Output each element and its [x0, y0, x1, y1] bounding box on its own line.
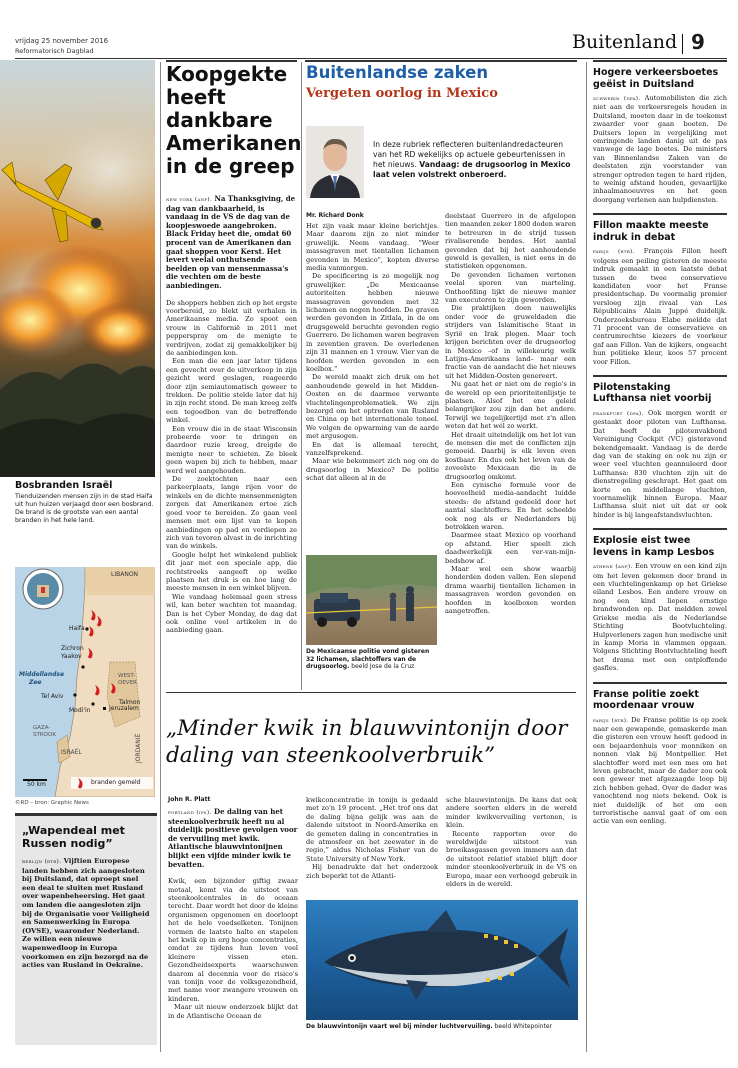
tuna-photo-caption — [306, 1023, 578, 1031]
brief-body — [593, 94, 727, 204]
bz-paragraph: De specificering is zo mogelijk nog gruwelijker. „De Mexicaanse autoriteiten hebben nieuwe massagraven gevonden met 32 lichamen en negen hoofden. De graven werden gevonden in Zitlala, in de om drugsgeweld beruchte gevonden regio Guerrero. De lichamen waren begraven in zeventien graven. De overledenen zijn 31 mannen en 1 vrouw. Vier van de hoofden werden gevonden in een koelbox.” — [306, 272, 439, 373]
koopgekte-paragraph: Wie vandaag helemaal geen stress wil, kan beter wachten tot maandag. Dan is het Cyber Monday, de dag dat ook online veel artikelen in de aanbieding gaan. — [166, 592, 297, 635]
brief-dateline: parijs (rtr). — [593, 249, 635, 256]
tonijn-lead — [168, 808, 298, 869]
fire-scene-graphic — [0, 60, 155, 477]
brief-text: De Franse politie is op zoek naar een gewapende, gemaskerde man die gisteren een vrouw heeft gedood in een bejaardenhuis voor monniken en nonnen vlak bij Montpellier. Het slachtoffer werd met een mes om het leven gebracht, maar de dader zou ook een geweer met afgezaagde loop bij zich hebben gehad. Over de dader was vanochtend nog niets bekend. Ook is niet duidelijk of het om een terroristische aanval gaat of om een actie van een eenling. — [593, 715, 727, 826]
brief-text: Een vrouw en een kind zijn om het leven gekomen door brand in een vluchtelingenkamp op het Griekse eiland Lesbos. Een andere vrouw en nog een kind liepen ernstige brandwonden op. Dat meldden zowel Griekse media als de Nederlandse Stichting Bootvluchteling. Hulpverleners zagen hun medische unit in kamp Moria in vlammen opgaan. Volgens Stichting Bootvluchteling heeft het drama met een ontploffende gasfles. — [593, 562, 727, 673]
tonijn-dateline: portland (ips). — [168, 810, 212, 816]
tonijn-paragraph: Maar uit nieuw onderzoek blijkt dat in de Atlantische Oceaan de — [168, 1003, 298, 1020]
brief-item — [593, 528, 727, 672]
brief-text: Ook morgen wordt er gestaakt door piloten van Lufthansa. Dat heeft de pilotenvakbond Vereinigung Cockpit (VC) gisteravond bekendgemaakt. Vandaag is de derde dag van de staking en ook nu zijn er weer veel vluchten geannuleerd door Lufthansa: 830 vluchten zijn uit de dienstregeling geschrapt. Het gaat om korte en middellange vluchten, voornamelijk binnen Europa. Maar Lufthansa sluit niet uit dat er ook hinder is bij langeafstandsvluchten. — [593, 408, 727, 519]
bz-paragraph: Een cynische formule voor de hoeveelheid media-aandacht luidde steeds: de afstand gedeeld door het aantal slachtoffers. En het scheelde ook nog als er Nederlanders bij betrokken waren. — [445, 481, 576, 532]
column-rule — [160, 62, 161, 1052]
tuna-photo — [306, 900, 578, 1020]
bz-intro-text: In deze rubriek reflecteren buitenlandredacteuren van het RD wekelijks op actuele gebeurtenissen in het nieuws. — [373, 140, 566, 169]
tonijn-column-3 — [446, 796, 577, 888]
fire-photo-title: Bosbranden Israël — [15, 480, 113, 491]
brief-body — [593, 562, 727, 672]
bz-kicker: Buitenlandse zaken — [306, 63, 489, 82]
tonijn-author: John R. Platt — [168, 796, 211, 803]
tuna-caption-bold: De blauwvintonijn vaart wel bij minder luchtvervuiling. — [306, 1023, 493, 1030]
map-label-sea-1: Middellandse — [19, 671, 65, 678]
tonijn-top-rule — [166, 692, 576, 693]
map-label-gaza-2: STROOK — [33, 732, 56, 738]
map-label-westbank-2: OEVER — [118, 680, 137, 686]
koopgekte-paragraph: De shoppers hebben zich op het ergste voorbereid, zo blekt uit verhalen in Amerikaanse media. Zo spoot een vrouw in Californië in 2011 met pepperspray om de menigte te verdrijven, zodat zij gemakkelijker bij de aanbiedingen kon. — [166, 298, 297, 357]
brief-text: François Fillon heeft volgens een peiling gisteren de meeste indruk gemaakt in een laatste debat tussen de twee conservatieve kandidaten voor het Franse presidentschap. De voormalig premier versloeg zijn rivaal van Les Républicains Alain Juppé duidelijk. Onderzoeksbureau Elabe meldde dat 71 procent van de conservatieve en centrumrechtse kiezers de voorkeur gaf aan Fillon. Van de kijkers, ongeacht hun politieke kleur, koos 57 procent voor Fillon. — [593, 247, 727, 366]
israel-map — [15, 567, 155, 797]
wapendeal-dateline: berlijn (rtr). — [22, 859, 62, 865]
portrait-graphic — [306, 126, 364, 198]
section-title: Buitenland — [572, 31, 678, 53]
map-label-lebanon: LIBANON — [111, 571, 139, 578]
map-label-modiin: Modi'in — [69, 707, 91, 714]
tonijn-paragraph: Kwik, een bijzonder giftig zwaar metaal, komt via de uitstoot van steenkoolcentrales in de oceaan terecht. Daar wordt het door de kleine organismen opgenomen en doorloopt het de hele voedselketen. Tonijnen vormen de laatste halte en stapelen het kwik op in erg hoge concentraties, omdat ze tijdens hun leven veel kleinere vissen eten. Gezondheidsexperts waarschuwen daarom al decennia voor de risico's van tonijn voor de volksgezondheid, met name voor zwangere vrouwen en kinderen. — [168, 877, 298, 1003]
map-label-gaza-1: GAZA- — [33, 725, 51, 731]
author-portrait — [306, 126, 364, 198]
koopgekte-lead — [166, 195, 297, 291]
map-label-telaviv: Tel Aviv — [41, 693, 64, 700]
koopgekte-lead-text: Na Thanksgiving, de dag van dankbaarheid, is vandaag in de VS de dag van de koopjeswoede aangebroken. Black Friday heet die, omdat 60 procent van de Amerikanen dan gaat shoppen voor Kerst. Het levert veelal onthutsende beelden op van mensenmassa's die vechten om de beste aanbiedingen. — [166, 194, 296, 290]
bz-paragraph: Het zijn vaak maar kleine berichtjes. Maar daarom zijn ze niet minder gruwelijk. Neem vandaag. "Weer massagraven met tientallen lichamen gevonden in Mexico", kopten diverse media vanmorgen. — [306, 222, 439, 273]
page-number: 9 — [691, 30, 705, 54]
brief-item — [593, 213, 727, 366]
brief-headline: Explosie eist twee levens in kamp Lesbos — [593, 535, 715, 558]
map-label-westbank-1: WEST- — [118, 673, 136, 679]
tonijn-paragraph: sche blauwvintonijn. De kans dat ook andere soorten elders in de wereld minder kwikvervuiling vertonen, is klein. — [446, 796, 577, 830]
wapendeal-body — [22, 857, 150, 970]
bz-column-2 — [445, 212, 576, 616]
koopgekte-headline: Koopgekte heeft dankbare Amerikanen in de greep — [166, 62, 302, 178]
bz-paragraph: Maar wel een show waarbij honderden doden vallen. Een slepend drama waarbij tientallen lichamen in massagraven worden gevonden en hoofden in koelboxen worden aangetroffen. — [445, 565, 576, 616]
bz-paragraph: Maar wie bekommert zich nog om de drugsoorlog in Mexico? De politie schat dat alleen al in de — [306, 457, 439, 483]
column-rule — [301, 62, 302, 690]
mexico-photo-graphic — [306, 555, 437, 645]
page-date: vrijdag 25 november 2016 — [15, 37, 109, 45]
bz-column-1 — [306, 222, 439, 483]
bz-paragraph: deelstaat Guerrero in de afgelopen tien maanden zeker 1800 doden waren te betreuren in de strijd tussen rivaliserende bendes. Het aantal gevonden dat bij het aanhoudende geweld is gevallen, is niet eens in de statistieken opgenomen. — [445, 212, 576, 271]
fire-photo — [0, 60, 155, 477]
brief-item — [593, 682, 727, 826]
mexico-photo-caption — [306, 648, 439, 671]
brief-body — [593, 409, 727, 519]
brief-dateline: schwerin (dpa). — [593, 96, 641, 102]
brief-dateline: parijs (rtr). — [593, 717, 629, 724]
brief-headline: Pilotenstaking Lufthansa niet voorbij — [593, 381, 712, 405]
right-brief-column — [593, 60, 727, 826]
tonijn-column-2 — [306, 796, 438, 880]
map-legend-label: branden gemeld — [91, 779, 141, 786]
mexico-photo-credit: beeld Jose de la Cruz — [351, 663, 415, 670]
map-label-zichron: Zichron — [61, 645, 84, 652]
map-label-yaakov: Yaakov — [61, 653, 82, 660]
brief-dateline: frankfurt (dpa). — [593, 410, 644, 417]
fire-photo-caption: Tienduizenden mensen zijn in de stad Haifa uit hun huizen verjaagd door een bosbrand. De brand is de grootste van een aantal branden in het hele land. — [15, 493, 154, 524]
bz-top-rule — [305, 60, 577, 62]
koopgekte-paragraph: Google helpt het winkelend publiek dit jaar met een speciale app, die rechtstreeks aangeeft op welke plaatsen het druk is en hoe lang de meeste mensen in een winkel blijven. — [166, 550, 297, 593]
koopgekte-dateline: new york (anp). — [166, 197, 213, 203]
bz-title: Vergeten oorlog in Mexico — [306, 86, 498, 101]
brief-item — [593, 375, 727, 519]
tuna-photo-credit: beeld Whitepointer — [494, 1023, 553, 1030]
tonijn-paragraph: kwikconcentratie in tonijn is gedaald met zo'n 19 procent. „Het trof ons dat de daling bijna gelijk was aan de dalende uitstoot in Noord-Amerika en de gemeten daling in concentraties in de atmosfeer en het zeewater in de regio,” aldus Nicholas Fisher van de State University of New York. — [306, 796, 438, 863]
mexico-caption-bold: De Mexicaanse politie vond gisteren 32 lichamen, slachtoffers van de drugsoorlog. — [306, 648, 430, 670]
map-label-talmon: Talmon — [119, 699, 141, 706]
tonijn-column-1 — [168, 808, 298, 1020]
map-credit: ©RD – bron: Graphic News — [15, 800, 89, 806]
bz-paragraph: Nu gaat het er niet om de regio's in de wereld op een prioriteitenlijstje te plaatsen. Alsof het ene geleid belangrijker zou zijn dan het andere. Terwijl we tegelijkertijd met z'n allen weten dat het wél zo werkt. — [445, 380, 576, 431]
tonijn-paragraph: Hij benadrukte dat het onderzoek zich beperkt tot de Atlanti- — [306, 863, 438, 880]
wapendeal-text: Vijftien Europese landen hebben zich aangesloten bij Duitsland, dat oproept snel een deal te sluiten met Rusland over wapenbeheersing. Het gaat om landen die aangesloten zijn bij de Organisatie voor Veiligheid en Samenwerking in Europa (OVSE), waaronder Nederland. Ze willen een nieuwe wapenwedloop in Europa voorkomen en zijn bezorgd na de acties van Rusland in Oekraïne. — [22, 857, 150, 970]
map-label-jerusalem: Jeruzalem — [109, 705, 139, 712]
paper-name: Reformatorisch Dagblad — [15, 47, 94, 55]
wapendeal-headline: „Wapendeal met Russen nodig” — [22, 824, 125, 850]
tonijn-headline: „Minder kwik in blauwvintonijn door daling van steenkoolverbruik” — [166, 716, 568, 768]
bz-paragraph: De wereld maakt zich druk om het aanhoudende geweld in het Midden-Oosten en de daarmee verwante vluchtelingenproblematiek. We zijn bezorgd om het optreden van Rusland en China op het internationale toneel. We volgen de opwarming van de aarde met argusogen. — [306, 373, 439, 441]
bz-paragraph: De gevonden lichamen vertonen veelal sporen van marteling. Onthoofding lijkt de nieuwe manier van executeren te zijn geworden. — [445, 270, 576, 305]
brief-headline: Fillon maakte meeste indruk in debat — [593, 220, 709, 243]
bz-paragraph: Die praktijken doen nauwelijks onder voor de gruweldaden die strijders van Islamitische Staat in Syrië en Irak plegen. Maar toch krijgen berichten over de drugsoorlog in Mexico –of in willekeurig welk Latijns-Amerikaans land– maar een fractie van de aandacht die het nieuws uit het Midden-Oosten genereert. — [445, 304, 576, 380]
brief-body — [593, 247, 727, 366]
tonijn-lead-text: De daling van het steenkoolverbruik heeft nu al duidelijk positieve gevolgen voor de vervuiling met kwik. Atlantische blauwvintonijnen blijkt een vijfde minder kwik te bevatten. — [168, 807, 298, 869]
header-rule — [15, 58, 727, 59]
brief-headline: Hogere verkeersboetes geëist in Duitsland — [593, 67, 719, 90]
map-label-haifa: Haifa — [69, 625, 85, 632]
brief-dateline: athene (anp). — [593, 564, 633, 571]
bz-intro-bold: Vandaag: de drugsoorlog in Mexico laat velen volstrekt onberoerd. — [373, 160, 571, 179]
wapendeal-box — [15, 813, 157, 1045]
header-divider — [682, 34, 683, 54]
bz-intro — [373, 140, 574, 180]
koopgekte-article — [166, 195, 297, 635]
column-rule — [586, 62, 587, 1052]
bz-paragraph: Daarmee staat Mexico op voorhand op afstand. Hier speelt zich daadwerkelijk een ver-van-mijn-bedshow af. — [445, 531, 576, 565]
brief-item — [593, 60, 727, 204]
map-label-israel: ISRAËL — [61, 749, 82, 756]
tuna-graphic — [306, 900, 578, 1020]
bz-author: Mr. Richard Donk — [306, 212, 364, 219]
map-label-sea-2: Zee — [29, 679, 42, 686]
map-scale-label: 50 km — [27, 781, 46, 788]
koopgekte-paragraph: Een vrouw die in de staat Wisconsin probeerde voor te dringen en daardoor ruzie kreeg, dreigde de menigte neer te schieten. Ze bleek geen wapen bij zich te hebben, maar werd wel aangehouden. — [166, 424, 297, 475]
tonijn-paragraph: Recente rapporten over de wereldwijde uitstoot van broeikasgassen geven immers aan dat de uitstoot relatief stabiel blijft door minder steenkoolverbruik in de VS en Europa, maar een verhoogd gebruik in elders in de wereld. — [446, 829, 577, 889]
koopgekte-paragraph: Een man die een jaar later tijdens een gevecht over de uitverkoop in zijn gezicht werd geslagen, reageerde door zijn semiautomatisch geweer te trekken. De politie stelde later dat hij in zijn recht stond. De man kreeg zelfs een tegoedbon van de betreffende winkel. — [166, 357, 297, 425]
map-label-jordan: JORDANIË — [135, 733, 142, 763]
brief-text: Automobilisten die zich niet aan de verkeersregels houden in Duitsland, moeten daar in de toekomst zwaarder voor gaan boeten. De Duitsers lopen in vergelijking met omringende landen danig uit de pas vanwege de lage boetes. De ministers van Binnenlandse Zaken van de deelstaten zijn voorstander van strenger optreden tegen te hard rijden, te weinig afstand houden, gevaarlijke inhaalmanoeuvres en het geen doorgang verlenen aan hulpdiensten. — [593, 94, 727, 204]
bz-paragraph: En dat is allemaal terecht, vanzelfsprekend. — [306, 440, 439, 457]
brief-body — [593, 716, 727, 826]
bz-paragraph: Het draait uiteindelijk om het lot van de mensen die met de conflicten zijn gemoeid. Daarbij is elk leven even kostbaar. En dus ook het leven van de zoveelste Mexicaan die in de drugsoorlog omkomt. — [445, 430, 576, 481]
mexico-photo — [306, 555, 437, 645]
koopgekte-paragraph: De zoektochten naar een parkeerplaats, lange rijen voor de winkels en de dichte mensenmenigten zorgen dat Amerikanen ertoe zich goed voor te bereiden. Zo gaan veel mensen met een lijst van te kopen aanbiedingen op pad en verdiepen ze zich van tevoren alvast in de inrichting van de winkels. — [166, 475, 297, 551]
brief-headline: Franse politie zoekt moordenaar vrouw — [593, 688, 699, 712]
